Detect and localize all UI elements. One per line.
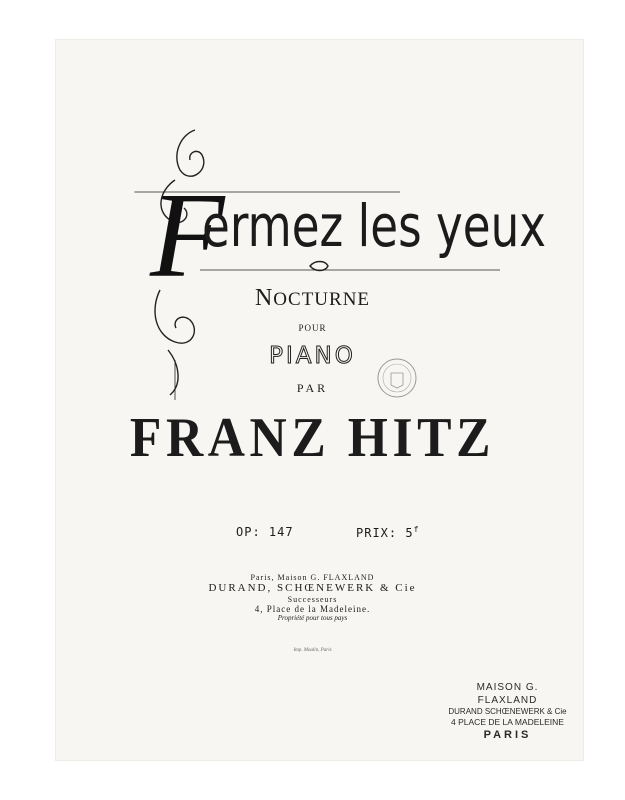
genre [0, 285, 625, 312]
publisher-line-2: DURAND, SCHŒNEWERK & Cie [208, 582, 417, 595]
printer-credit: Imp. Moulin, Paris [293, 648, 332, 653]
stamp-line-3: 4 PLACE DE LA MADELEINE [451, 717, 564, 728]
stamp-line-1: MAISON G. FLAXLAND [476, 682, 539, 706]
title-rest: ermez les yeux [202, 192, 547, 260]
genre-initial: N [254, 285, 274, 311]
publisher-line-5: Propriété pour tous pays [277, 614, 348, 623]
publisher-block [0, 573, 625, 622]
stamp-line-2: DURAND SCHŒNEWERK & Cie [448, 707, 567, 716]
publisher-line-4: 4, Place de la Madeleine. [254, 604, 371, 615]
publisher-line-3: Successeurs [287, 594, 338, 604]
par-label: PAR [296, 381, 329, 395]
publisher-line-1: Paris, Maison G. FLAXLAND [250, 573, 375, 582]
title-initial: F [150, 168, 225, 303]
opus-number: OP: 147 [236, 525, 294, 539]
stamp-line-4: PARIS [483, 729, 532, 742]
genre-rest: OCTURNE [273, 289, 371, 310]
library-seal-icon [376, 357, 418, 399]
dealer-stamp [445, 681, 570, 743]
instrument: PIANO [269, 343, 356, 369]
pour-label: POUR [298, 323, 327, 333]
composer-name: FRANZ HITZ [129, 407, 496, 469]
price: PRIX: 5$^f$ [356, 525, 420, 540]
